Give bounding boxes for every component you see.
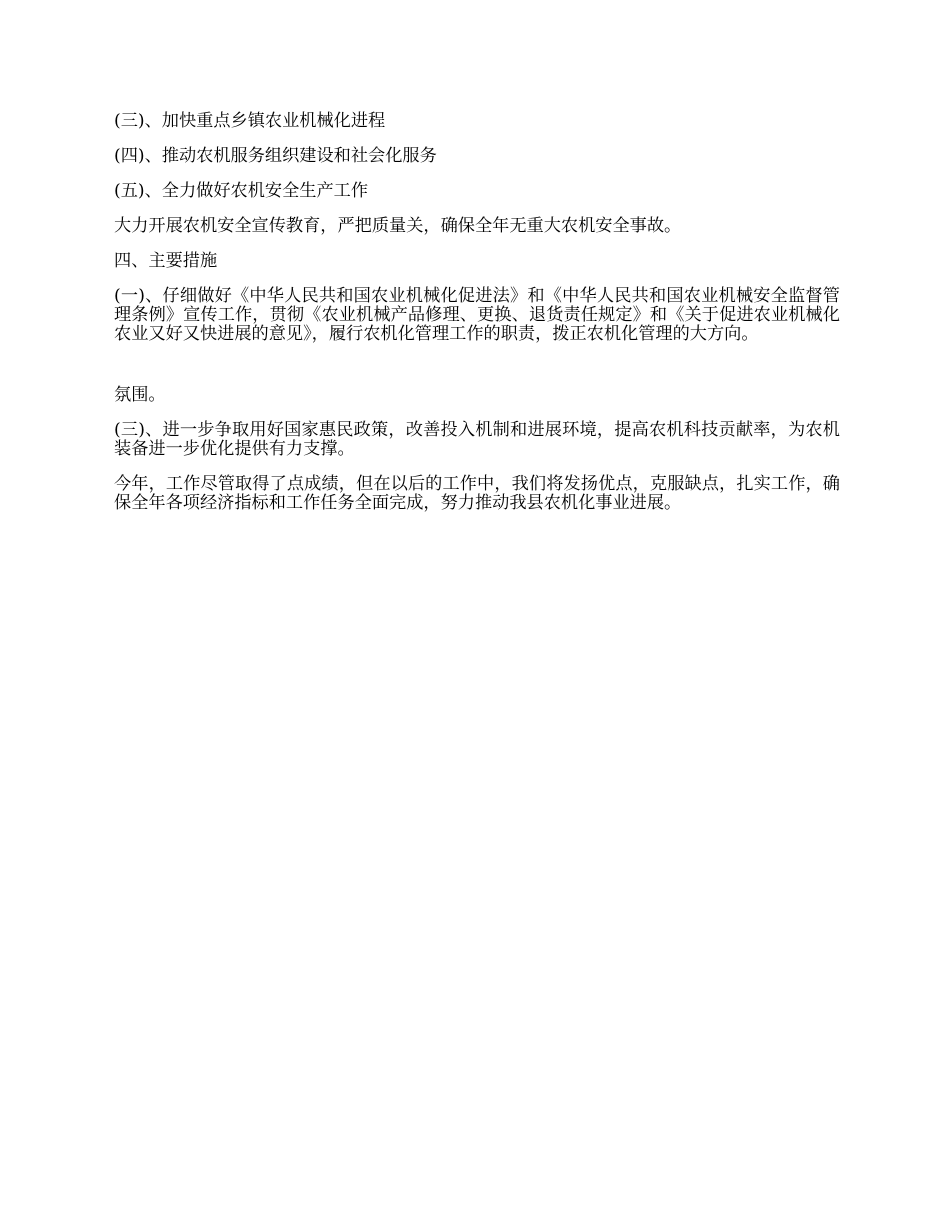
body-paragraph-measure-1: (一)、仔细做好《中华人民共和国农业机械化促进法》和《中华人民共和国农业机械安全监督管理条例》宣传工作，贯彻《农业机械产品修理、更换、退货责任规定》和《关于促进农业机械化农业又好又快进展的意见》，履行农机化管理工作的职责，拨正农机化管理的大方向。: [114, 286, 840, 344]
body-paragraph-fragment: 氛围。: [114, 385, 166, 405]
section-heading-5: (五)、全力做好农机安全生产工作: [114, 181, 369, 201]
section-heading-3: (三)、加快重点乡镇农业机械化进程: [114, 111, 386, 131]
section-heading-measures: 四、主要措施: [114, 251, 218, 271]
body-paragraph-safety: 大力开展农机安全宣传教育，严把质量关，确保全年无重大农机安全事故。: [114, 216, 682, 236]
document-page: [114, 112, 840, 529]
body-paragraph-measure-3: (三)、进一步争取用好国家惠民政策，改善投入机制和进展环境，提高农机科技贡献率，为农机装备进一步优化提供有力支撑。: [114, 420, 840, 459]
section-heading-4: (四)、推动农机服务组织建设和社会化服务: [114, 146, 437, 166]
body-paragraph-conclusion: 今年，工作尽管取得了点成绩，但在以后的工作中，我们将发扬优点，克服缺点，扎实工作，确保全年各项经济指标和工作任务全面完成，努力推动我县农机化事业进展。: [114, 474, 840, 513]
